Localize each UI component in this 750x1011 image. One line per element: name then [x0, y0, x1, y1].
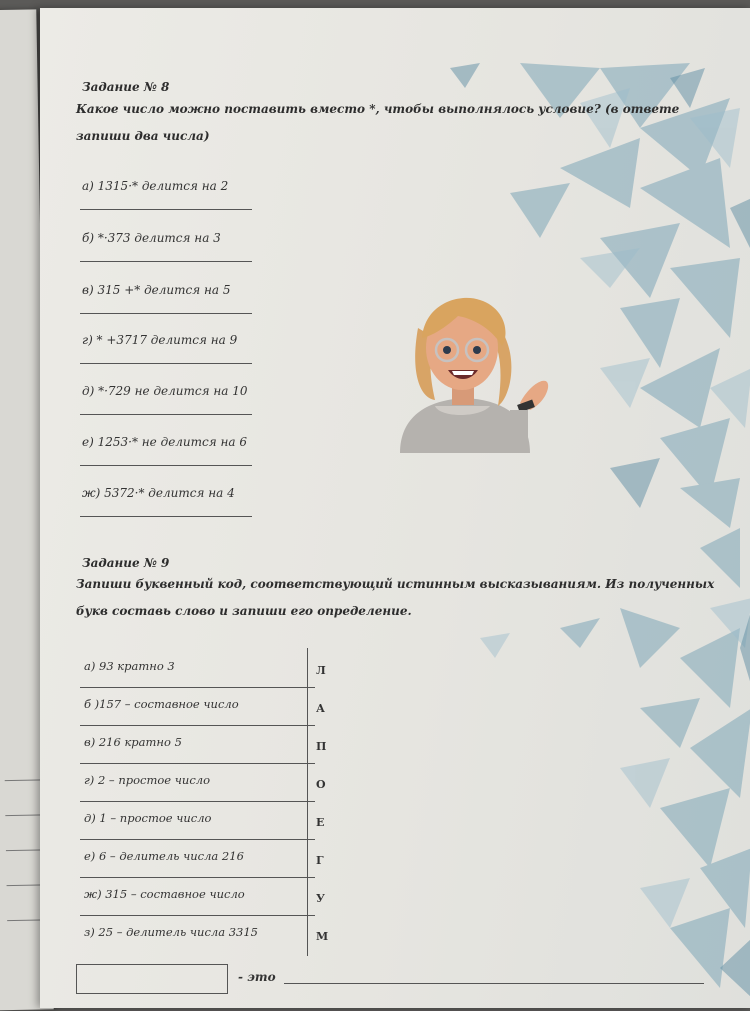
- code-letter: М: [316, 930, 329, 943]
- code-table: [80, 648, 329, 958]
- statement-text: д) 1 – простое число: [84, 811, 212, 825]
- task8-item-label: ж) 5372·* делится на 4: [82, 486, 235, 500]
- task8-item-label: в) 315 +* делится на 5: [82, 283, 231, 297]
- task9-title: Задание № 9: [82, 556, 170, 570]
- answer-line[interactable]: [80, 516, 252, 517]
- answer-line[interactable]: [80, 261, 252, 262]
- statement-text: б )157 – составное число: [84, 697, 239, 711]
- statement-text: ж) 315 – составное число: [84, 887, 245, 901]
- worksheet-page: [40, 8, 750, 1008]
- code-letter: Е: [316, 816, 325, 829]
- answer-word-box[interactable]: [76, 964, 228, 994]
- task8-item-v: [82, 279, 282, 298]
- statement-text: г) 2 – простое число: [84, 773, 211, 787]
- statement-text: а) 93 кратно 3: [84, 659, 175, 673]
- task8-item-label: д) *·729 не делится на 10: [82, 384, 248, 398]
- definition-line[interactable]: [284, 983, 704, 984]
- statement-text: з) 25 – делитель числа 3315: [84, 925, 258, 939]
- adjacent-table-line: [5, 779, 45, 781]
- table-row: [80, 802, 325, 840]
- task8-item-d: [82, 380, 282, 399]
- code-letter: П: [316, 740, 327, 753]
- table-row: [80, 878, 325, 916]
- code-letter: У: [316, 892, 325, 905]
- table-row: [80, 726, 327, 764]
- table-row: [80, 840, 324, 878]
- code-letter: А: [316, 702, 325, 715]
- answer-line[interactable]: [80, 465, 252, 466]
- table-row: [80, 916, 329, 954]
- table-row: [80, 764, 326, 802]
- task8-item-e: [82, 431, 282, 450]
- task8-item-label: е) 1253·* не делится на 6: [82, 435, 248, 449]
- task8-item-label: б) *·373 делится на 3: [82, 231, 221, 245]
- table-row: [80, 688, 325, 726]
- task8-item-zh: [82, 482, 282, 501]
- task8-item-label: а) 1315·* делится на 2: [82, 179, 229, 193]
- answer-line[interactable]: [80, 414, 252, 415]
- answer-suffix: - это: [238, 970, 276, 984]
- waving-avatar-illustration: [380, 288, 550, 453]
- task8-item-label: г) * +3717 делится на 9: [82, 333, 238, 347]
- code-letter: О: [316, 778, 326, 791]
- statement-text: е) 6 – делитель числа 216: [84, 849, 244, 863]
- task8-item-g: [82, 329, 282, 348]
- task8-text: Какое число можно поставить вместо *, чтобы выполнялось условие? (в ответе запиши два числа): [76, 102, 680, 143]
- answer-line[interactable]: [80, 363, 252, 364]
- answer-line[interactable]: [80, 313, 252, 314]
- task8-title: Задание № 8: [82, 80, 170, 94]
- code-letter: Г: [316, 854, 324, 867]
- task8-item-b: [82, 227, 282, 246]
- code-letter: Л: [316, 664, 326, 677]
- answer-line[interactable]: [80, 209, 252, 210]
- task8-item-a: [82, 175, 282, 194]
- table-row: [80, 650, 326, 688]
- task9-text: Запиши буквенный код, соответствующий истинным высказываниям. Из полученных букв составь слово и запиши его определение.: [76, 577, 715, 618]
- statement-text: в) 216 кратно 5: [84, 735, 182, 749]
